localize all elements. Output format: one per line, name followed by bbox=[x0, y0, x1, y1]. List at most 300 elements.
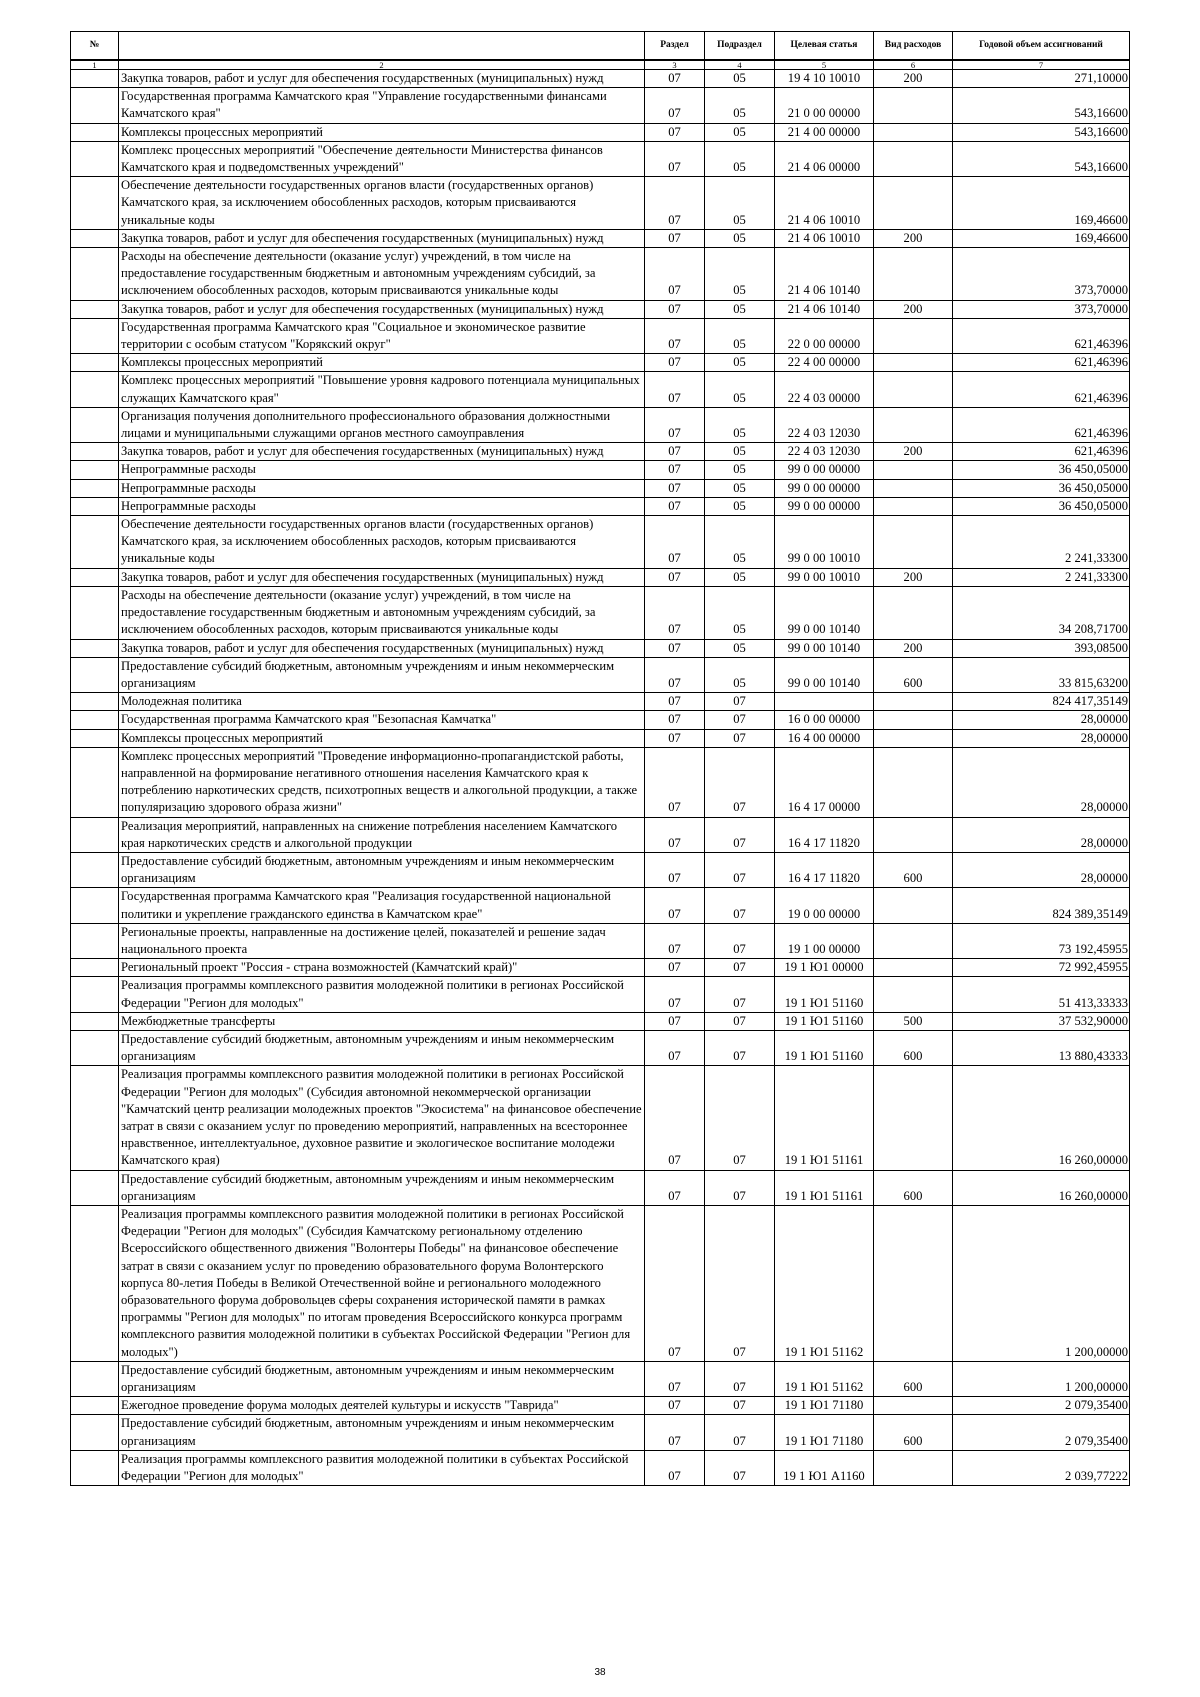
cell-number bbox=[71, 407, 119, 442]
cell-subsection: 05 bbox=[705, 141, 775, 176]
cell-subsection: 05 bbox=[705, 318, 775, 353]
cell-number bbox=[71, 1397, 119, 1415]
cell-number bbox=[71, 568, 119, 586]
cell-section: 07 bbox=[645, 461, 705, 479]
cell-expense-type: 600 bbox=[874, 657, 953, 692]
table-row bbox=[71, 923, 1130, 958]
cell-number bbox=[71, 1012, 119, 1030]
cell-number bbox=[71, 817, 119, 852]
cell-section: 07 bbox=[645, 1012, 705, 1030]
cell-amount: 28,00000 bbox=[953, 729, 1130, 747]
cell-section: 07 bbox=[645, 354, 705, 372]
cell-subsection: 07 bbox=[705, 888, 775, 923]
cell-number bbox=[71, 923, 119, 958]
cell-name: Предоставление субсидий бюджетным, автономным учреждениям и иным некоммерческим организациям bbox=[119, 852, 645, 887]
cell-subsection: 07 bbox=[705, 1012, 775, 1030]
cell-section: 07 bbox=[645, 497, 705, 515]
cell-subsection: 05 bbox=[705, 372, 775, 407]
table-row bbox=[71, 372, 1130, 407]
cell-expense-type: 200 bbox=[874, 229, 953, 247]
cell-name: Молодежная политика bbox=[119, 693, 645, 711]
table-row bbox=[71, 1170, 1130, 1205]
cell-target-article: 19 1 Ю1 71180 bbox=[775, 1397, 874, 1415]
cell-target-article: 99 0 00 00000 bbox=[775, 461, 874, 479]
cell-number bbox=[71, 229, 119, 247]
column-number-row bbox=[71, 60, 1130, 70]
cell-target-article: 19 1 00 00000 bbox=[775, 923, 874, 958]
cell-amount: 33 815,63200 bbox=[953, 657, 1130, 692]
column-number: 1 bbox=[71, 60, 119, 70]
cell-expense-type: 600 bbox=[874, 1030, 953, 1065]
cell-section: 07 bbox=[645, 70, 705, 88]
cell-number bbox=[71, 852, 119, 887]
cell-target-article: 19 1 Ю1 51160 bbox=[775, 977, 874, 1012]
cell-name: Комплекс процессных мероприятий "Обеспечение деятельности Министерства финансов Камчатского края и подведомственных учреждений" bbox=[119, 141, 645, 176]
cell-subsection: 05 bbox=[705, 639, 775, 657]
cell-number bbox=[71, 1066, 119, 1170]
cell-amount: 28,00000 bbox=[953, 852, 1130, 887]
cell-expense-type bbox=[874, 177, 953, 230]
table-row bbox=[71, 1361, 1130, 1396]
cell-target-article: 16 4 17 00000 bbox=[775, 747, 874, 817]
table-row bbox=[71, 817, 1130, 852]
cell-target-article: 19 1 Ю1 51160 bbox=[775, 1030, 874, 1065]
cell-target-article: 19 1 Ю1 51161 bbox=[775, 1170, 874, 1205]
cell-target-article: 19 1 Ю1 51162 bbox=[775, 1361, 874, 1396]
cell-subsection: 05 bbox=[705, 657, 775, 692]
cell-subsection: 07 bbox=[705, 852, 775, 887]
cell-target-article: 19 1 Ю1 71180 bbox=[775, 1415, 874, 1450]
header-target-article: Целевая статья bbox=[775, 32, 874, 61]
cell-name: Закупка товаров, работ и услуг для обеспечения государственных (муниципальных) нужд bbox=[119, 639, 645, 657]
cell-amount: 51 413,33333 bbox=[953, 977, 1130, 1012]
cell-subsection: 05 bbox=[705, 70, 775, 88]
cell-target-article: 19 1 Ю1 00000 bbox=[775, 959, 874, 977]
cell-section: 07 bbox=[645, 923, 705, 958]
cell-target-article: 21 4 06 10140 bbox=[775, 248, 874, 301]
header-number: № bbox=[71, 32, 119, 61]
table-body bbox=[71, 70, 1130, 1486]
cell-expense-type bbox=[874, 977, 953, 1012]
cell-number bbox=[71, 70, 119, 88]
cell-section: 07 bbox=[645, 693, 705, 711]
table-row bbox=[71, 88, 1130, 123]
table-header-row bbox=[71, 32, 1130, 61]
cell-section: 07 bbox=[645, 852, 705, 887]
cell-section: 07 bbox=[645, 1450, 705, 1485]
table-row bbox=[71, 516, 1130, 569]
cell-name: Комплекс процессных мероприятий "Повышение уровня кадрового потенциала муниципальных служащих Камчатского края" bbox=[119, 372, 645, 407]
cell-number bbox=[71, 461, 119, 479]
table-row bbox=[71, 568, 1130, 586]
cell-name: Закупка товаров, работ и услуг для обеспечения государственных (муниципальных) нужд bbox=[119, 229, 645, 247]
cell-number bbox=[71, 516, 119, 569]
cell-target-article: 19 4 10 10010 bbox=[775, 70, 874, 88]
cell-number bbox=[71, 443, 119, 461]
cell-name: Предоставление субсидий бюджетным, автономным учреждениям и иным некоммерческим организациям bbox=[119, 1361, 645, 1396]
cell-expense-type bbox=[874, 479, 953, 497]
cell-subsection: 05 bbox=[705, 354, 775, 372]
cell-number bbox=[71, 586, 119, 639]
cell-expense-type: 600 bbox=[874, 852, 953, 887]
cell-amount: 169,46600 bbox=[953, 229, 1130, 247]
cell-amount: 2 079,35400 bbox=[953, 1397, 1130, 1415]
cell-name: Ежегодное проведение форума молодых деятелей культуры и искусств "Таврида" bbox=[119, 1397, 645, 1415]
table-row bbox=[71, 497, 1130, 515]
cell-name: Непрограммные расходы bbox=[119, 461, 645, 479]
cell-subsection: 07 bbox=[705, 1361, 775, 1396]
cell-subsection: 05 bbox=[705, 516, 775, 569]
cell-expense-type bbox=[874, 693, 953, 711]
cell-subsection: 07 bbox=[705, 1397, 775, 1415]
cell-number bbox=[71, 479, 119, 497]
page-number: 38 bbox=[594, 1667, 606, 1678]
cell-amount: 621,46396 bbox=[953, 354, 1130, 372]
cell-expense-type: 200 bbox=[874, 70, 953, 88]
table-row bbox=[71, 354, 1130, 372]
cell-number bbox=[71, 657, 119, 692]
cell-subsection: 05 bbox=[705, 586, 775, 639]
cell-expense-type bbox=[874, 497, 953, 515]
cell-expense-type bbox=[874, 1066, 953, 1170]
cell-section: 07 bbox=[645, 586, 705, 639]
table-row bbox=[71, 1012, 1130, 1030]
cell-number bbox=[71, 1415, 119, 1450]
cell-number bbox=[71, 977, 119, 1012]
header-section: Раздел bbox=[645, 32, 705, 61]
cell-target-article: 21 4 00 00000 bbox=[775, 123, 874, 141]
cell-amount: 543,16600 bbox=[953, 141, 1130, 176]
cell-subsection: 07 bbox=[705, 1170, 775, 1205]
cell-name: Обеспечение деятельности государственных органов власти (государственных органов) Камчатского края, за исключением обособленных расходов, которым присваиваются уникальные коды bbox=[119, 516, 645, 569]
cell-section: 07 bbox=[645, 372, 705, 407]
table-row bbox=[71, 1030, 1130, 1065]
header-annual-amount: Годовой объем ассигнований bbox=[953, 32, 1130, 61]
cell-expense-type bbox=[874, 461, 953, 479]
cell-amount: 16 260,00000 bbox=[953, 1170, 1130, 1205]
cell-amount: 2 241,33300 bbox=[953, 516, 1130, 569]
cell-name: Реализация программы комплексного развития молодежной политики в регионах Российской Федерации "Регион для молодых" (Субсидия Камчатскому региональному отделению Всероссийского общественного движения "Волонтеры Победы" на финансовое обеспечение затрат в связи с оказанием услуг по проведению образовательного форума Волонтерского корпуса 80-летия Победы в Великой Отечественной войне и регионального молодежного образовательного форума добровольцев сферы сохранения исторической памяти в рамках программы "Регион для молодых" по итогам проведения Всероссийского конкурса программ комплексного развития молодежной политики в субъектах Российской Федерации "Регион для молодых") bbox=[119, 1206, 645, 1362]
cell-amount: 543,16600 bbox=[953, 88, 1130, 123]
cell-name: Комплексы процессных мероприятий bbox=[119, 354, 645, 372]
cell-amount: 36 450,05000 bbox=[953, 497, 1130, 515]
table-row bbox=[71, 693, 1130, 711]
cell-section: 07 bbox=[645, 1361, 705, 1396]
cell-expense-type bbox=[874, 959, 953, 977]
cell-subsection: 05 bbox=[705, 479, 775, 497]
table-row bbox=[71, 141, 1130, 176]
cell-expense-type: 200 bbox=[874, 300, 953, 318]
cell-section: 07 bbox=[645, 1415, 705, 1450]
cell-name: Государственная программа Камчатского края "Управление государственными финансами Камчатского края" bbox=[119, 88, 645, 123]
cell-amount: 1 200,00000 bbox=[953, 1206, 1130, 1362]
cell-target-article: 22 4 00 00000 bbox=[775, 354, 874, 372]
cell-name: Комплекс процессных мероприятий "Проведение информационно-пропагандистской работы, направленной на формирование негативного отношения населения Камчатского края к потреблению наркотических средств, психотропных веществ и алкогольной продукции, а также популяризацию здорового образа жизни" bbox=[119, 747, 645, 817]
cell-target-article: 16 4 17 11820 bbox=[775, 817, 874, 852]
cell-section: 07 bbox=[645, 1206, 705, 1362]
cell-section: 07 bbox=[645, 300, 705, 318]
cell-section: 07 bbox=[645, 568, 705, 586]
table-row bbox=[71, 479, 1130, 497]
cell-expense-type bbox=[874, 1206, 953, 1362]
cell-name: Комплексы процессных мероприятий bbox=[119, 123, 645, 141]
cell-amount: 169,46600 bbox=[953, 177, 1130, 230]
cell-section: 07 bbox=[645, 729, 705, 747]
cell-number bbox=[71, 354, 119, 372]
cell-subsection: 05 bbox=[705, 177, 775, 230]
cell-target-article: 99 0 00 00000 bbox=[775, 479, 874, 497]
cell-amount: 28,00000 bbox=[953, 817, 1130, 852]
cell-expense-type bbox=[874, 1450, 953, 1485]
cell-name: Региональные проекты, направленные на достижение целей, показателей и решение задач национального проекта bbox=[119, 923, 645, 958]
cell-amount: 13 880,43333 bbox=[953, 1030, 1130, 1065]
table-row bbox=[71, 888, 1130, 923]
cell-amount: 73 192,45955 bbox=[953, 923, 1130, 958]
cell-target-article bbox=[775, 693, 874, 711]
cell-expense-type bbox=[874, 923, 953, 958]
table-row bbox=[71, 407, 1130, 442]
cell-subsection: 07 bbox=[705, 923, 775, 958]
cell-expense-type bbox=[874, 354, 953, 372]
cell-amount: 72 992,45955 bbox=[953, 959, 1130, 977]
cell-subsection: 05 bbox=[705, 300, 775, 318]
cell-number bbox=[71, 959, 119, 977]
cell-target-article: 22 0 00 00000 bbox=[775, 318, 874, 353]
cell-amount: 373,70000 bbox=[953, 300, 1130, 318]
cell-amount: 16 260,00000 bbox=[953, 1066, 1130, 1170]
cell-amount: 2 039,77222 bbox=[953, 1450, 1130, 1485]
cell-number bbox=[71, 1170, 119, 1205]
table-row bbox=[71, 1206, 1130, 1362]
cell-target-article: 99 0 00 10010 bbox=[775, 516, 874, 569]
cell-name: Предоставление субсидий бюджетным, автономным учреждениям и иным некоммерческим организациям bbox=[119, 657, 645, 692]
header-name bbox=[119, 32, 645, 61]
cell-expense-type bbox=[874, 1397, 953, 1415]
cell-amount: 34 208,71700 bbox=[953, 586, 1130, 639]
cell-section: 07 bbox=[645, 443, 705, 461]
cell-amount: 37 532,90000 bbox=[953, 1012, 1130, 1030]
cell-section: 07 bbox=[645, 177, 705, 230]
cell-name: Реализация программы комплексного развития молодежной политики в субъектах Российской Федерации "Регион для молодых" bbox=[119, 1450, 645, 1485]
cell-number bbox=[71, 1206, 119, 1362]
cell-section: 07 bbox=[645, 888, 705, 923]
cell-subsection: 07 bbox=[705, 959, 775, 977]
cell-number bbox=[71, 318, 119, 353]
table-row bbox=[71, 318, 1130, 353]
cell-subsection: 07 bbox=[705, 1415, 775, 1450]
cell-amount: 1 200,00000 bbox=[953, 1361, 1130, 1396]
column-number: 4 bbox=[705, 60, 775, 70]
cell-target-article: 16 4 17 11820 bbox=[775, 852, 874, 887]
cell-name: Закупка товаров, работ и услуг для обеспечения государственных (муниципальных) нужд bbox=[119, 568, 645, 586]
cell-amount: 373,70000 bbox=[953, 248, 1130, 301]
cell-target-article: 19 0 00 00000 bbox=[775, 888, 874, 923]
cell-number bbox=[71, 300, 119, 318]
cell-target-article: 21 4 06 10140 bbox=[775, 300, 874, 318]
cell-expense-type bbox=[874, 372, 953, 407]
cell-amount: 28,00000 bbox=[953, 711, 1130, 729]
cell-name: Непрограммные расходы bbox=[119, 479, 645, 497]
cell-target-article: 19 1 Ю1 А1160 bbox=[775, 1450, 874, 1485]
cell-amount: 28,00000 bbox=[953, 747, 1130, 817]
table-row bbox=[71, 123, 1130, 141]
cell-expense-type bbox=[874, 318, 953, 353]
table-row bbox=[71, 747, 1130, 817]
table-row bbox=[71, 852, 1130, 887]
cell-amount: 621,46396 bbox=[953, 443, 1130, 461]
table-row bbox=[71, 443, 1130, 461]
budget-table bbox=[70, 31, 1130, 1486]
cell-expense-type: 600 bbox=[874, 1170, 953, 1205]
header-subsection: Подраздел bbox=[705, 32, 775, 61]
cell-expense-type: 600 bbox=[874, 1415, 953, 1450]
cell-section: 07 bbox=[645, 747, 705, 817]
cell-section: 07 bbox=[645, 1170, 705, 1205]
cell-number bbox=[71, 747, 119, 817]
cell-target-article: 99 0 00 10140 bbox=[775, 639, 874, 657]
cell-number bbox=[71, 141, 119, 176]
cell-name: Предоставление субсидий бюджетным, автономным учреждениям и иным некоммерческим организациям bbox=[119, 1030, 645, 1065]
column-number: 2 bbox=[119, 60, 645, 70]
table-row bbox=[71, 1397, 1130, 1415]
cell-section: 07 bbox=[645, 1066, 705, 1170]
cell-amount: 36 450,05000 bbox=[953, 479, 1130, 497]
table-row bbox=[71, 70, 1130, 88]
cell-name: Расходы на обеспечение деятельности (оказание услуг) учреждений, в том числе на предоставление государственным бюджетным и автономным учреждениям субсидий, за исключением обособленных расходов, которым присваиваются уникальные коды bbox=[119, 248, 645, 301]
cell-amount: 393,08500 bbox=[953, 639, 1130, 657]
table-row bbox=[71, 461, 1130, 479]
cell-name: Расходы на обеспечение деятельности (оказание услуг) учреждений, в том числе на предоставление государственным бюджетным и автономным учреждениям субсидий, за исключением обособленных расходов, которым присваиваются уникальные коды bbox=[119, 586, 645, 639]
table-row bbox=[71, 959, 1130, 977]
cell-name: Межбюджетные трансферты bbox=[119, 1012, 645, 1030]
cell-number bbox=[71, 693, 119, 711]
cell-subsection: 05 bbox=[705, 568, 775, 586]
table-row bbox=[71, 1450, 1130, 1485]
cell-section: 07 bbox=[645, 318, 705, 353]
cell-target-article: 21 4 06 10010 bbox=[775, 229, 874, 247]
cell-subsection: 07 bbox=[705, 817, 775, 852]
cell-number bbox=[71, 639, 119, 657]
cell-expense-type bbox=[874, 729, 953, 747]
cell-name: Обеспечение деятельности государственных органов власти (государственных органов) Камчатского края, за исключением обособленных расходов, которым присваиваются уникальные коды bbox=[119, 177, 645, 230]
cell-section: 07 bbox=[645, 248, 705, 301]
cell-amount: 2 241,33300 bbox=[953, 568, 1130, 586]
cell-expense-type bbox=[874, 711, 953, 729]
table-row bbox=[71, 586, 1130, 639]
cell-subsection: 07 bbox=[705, 1066, 775, 1170]
table-row bbox=[71, 248, 1130, 301]
cell-subsection: 05 bbox=[705, 123, 775, 141]
cell-name: Государственная программа Камчатского края "Безопасная Камчатка" bbox=[119, 711, 645, 729]
cell-name: Непрограммные расходы bbox=[119, 497, 645, 515]
cell-expense-type: 200 bbox=[874, 443, 953, 461]
cell-subsection: 05 bbox=[705, 443, 775, 461]
table-row bbox=[71, 729, 1130, 747]
cell-amount: 621,46396 bbox=[953, 318, 1130, 353]
cell-name: Закупка товаров, работ и услуг для обеспечения государственных (муниципальных) нужд bbox=[119, 443, 645, 461]
cell-number bbox=[71, 1450, 119, 1485]
cell-subsection: 07 bbox=[705, 693, 775, 711]
cell-amount: 824 389,35149 bbox=[953, 888, 1130, 923]
cell-subsection: 05 bbox=[705, 248, 775, 301]
table-row bbox=[71, 229, 1130, 247]
table-row bbox=[71, 657, 1130, 692]
column-number: 3 bbox=[645, 60, 705, 70]
cell-name: Предоставление субсидий бюджетным, автономным учреждениям и иным некоммерческим организациям bbox=[119, 1170, 645, 1205]
cell-target-article: 21 0 00 00000 bbox=[775, 88, 874, 123]
cell-expense-type: 500 bbox=[874, 1012, 953, 1030]
cell-amount: 543,16600 bbox=[953, 123, 1130, 141]
cell-target-article: 19 1 Ю1 51161 bbox=[775, 1066, 874, 1170]
cell-target-article: 22 4 03 12030 bbox=[775, 407, 874, 442]
budget-document bbox=[70, 31, 1129, 1486]
cell-number bbox=[71, 123, 119, 141]
header-expense-type: Вид расходов bbox=[874, 32, 953, 61]
cell-amount: 621,46396 bbox=[953, 372, 1130, 407]
cell-name: Государственная программа Камчатского края "Реализация государственной национальной политики и укрепление гражданского единства в Камчатском крае" bbox=[119, 888, 645, 923]
cell-name: Предоставление субсидий бюджетным, автономным учреждениям и иным некоммерческим организациям bbox=[119, 1415, 645, 1450]
column-number: 6 bbox=[874, 60, 953, 70]
cell-expense-type bbox=[874, 123, 953, 141]
cell-section: 07 bbox=[645, 516, 705, 569]
cell-number bbox=[71, 177, 119, 230]
cell-expense-type bbox=[874, 817, 953, 852]
cell-section: 07 bbox=[645, 123, 705, 141]
cell-section: 07 bbox=[645, 407, 705, 442]
cell-number bbox=[71, 711, 119, 729]
table-row bbox=[71, 177, 1130, 230]
cell-section: 07 bbox=[645, 977, 705, 1012]
cell-section: 07 bbox=[645, 88, 705, 123]
cell-subsection: 05 bbox=[705, 461, 775, 479]
cell-subsection: 05 bbox=[705, 497, 775, 515]
cell-section: 07 bbox=[645, 817, 705, 852]
cell-subsection: 07 bbox=[705, 747, 775, 817]
cell-name: Организация получения дополнительного профессионального образования должностными лицами и муниципальными служащими органов местного самоуправления bbox=[119, 407, 645, 442]
cell-target-article: 99 0 00 10140 bbox=[775, 657, 874, 692]
cell-expense-type bbox=[874, 88, 953, 123]
cell-name: Региональный проект "Россия - страна возможностей (Камчатский край)" bbox=[119, 959, 645, 977]
cell-section: 07 bbox=[645, 1030, 705, 1065]
cell-amount: 824 417,35149 bbox=[953, 693, 1130, 711]
table-row bbox=[71, 977, 1130, 1012]
cell-target-article: 99 0 00 10010 bbox=[775, 568, 874, 586]
cell-number bbox=[71, 888, 119, 923]
cell-subsection: 07 bbox=[705, 1206, 775, 1362]
cell-section: 07 bbox=[645, 141, 705, 176]
cell-number bbox=[71, 88, 119, 123]
cell-number bbox=[71, 1030, 119, 1065]
cell-subsection: 07 bbox=[705, 711, 775, 729]
table-row bbox=[71, 300, 1130, 318]
cell-expense-type bbox=[874, 516, 953, 569]
cell-expense-type bbox=[874, 747, 953, 817]
cell-number bbox=[71, 729, 119, 747]
cell-expense-type: 200 bbox=[874, 639, 953, 657]
cell-expense-type: 200 bbox=[874, 568, 953, 586]
cell-subsection: 05 bbox=[705, 88, 775, 123]
cell-section: 07 bbox=[645, 479, 705, 497]
cell-subsection: 07 bbox=[705, 1030, 775, 1065]
cell-name: Реализация программы комплексного развития молодежной политики в регионах Российской Федерации "Регион для молодых" bbox=[119, 977, 645, 1012]
cell-subsection: 07 bbox=[705, 977, 775, 1012]
cell-expense-type bbox=[874, 586, 953, 639]
column-number: 7 bbox=[953, 60, 1130, 70]
cell-section: 07 bbox=[645, 959, 705, 977]
cell-subsection: 05 bbox=[705, 407, 775, 442]
cell-expense-type bbox=[874, 248, 953, 301]
cell-name: Реализация программы комплексного развития молодежной политики в регионах Российской Федерации "Регион для молодых" (Субсидия автономной некоммерческой организации "Камчатский центр реализации молодежных проектов "Экосистема" на финансовое обеспечение затрат в связи с оказанием услуг по проведению мероприятий, направленных на всестороннее нравственное, интеллектуальное, духовное развитие и экологическое воспитание молодежи Камчатского края) bbox=[119, 1066, 645, 1170]
